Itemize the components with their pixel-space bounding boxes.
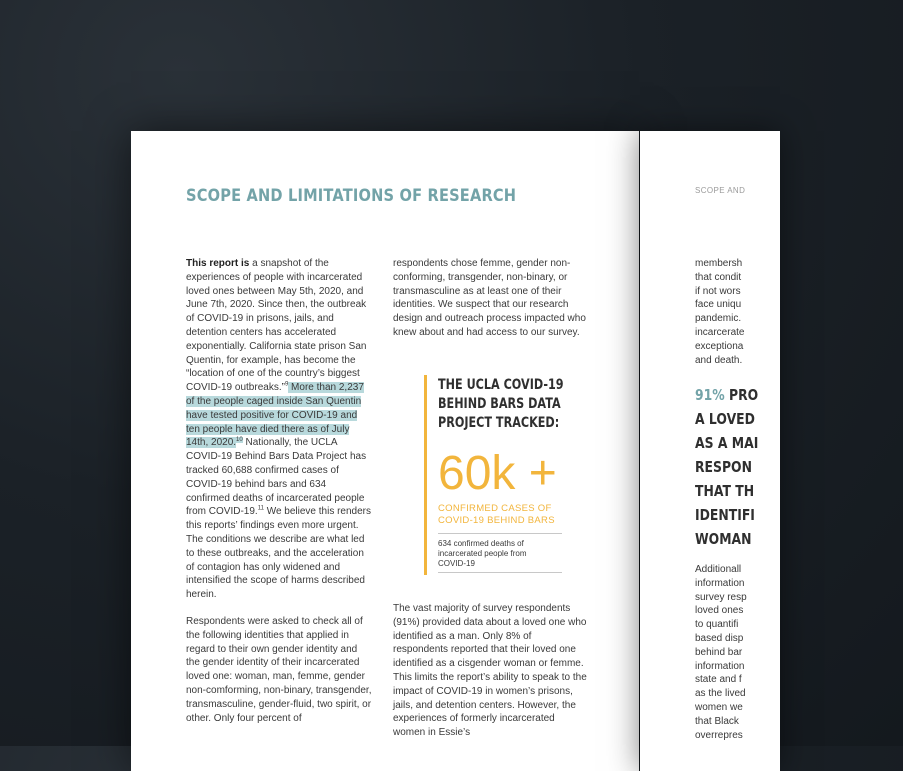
footnote-ref: 11 — [257, 506, 264, 513]
text-line: incarcerate — [695, 326, 745, 338]
callout-big-label: CONFIRMED CASES OF COVID-19 BEHIND BARS — [438, 503, 555, 526]
pull-quote-line: A LOVED — [695, 410, 755, 428]
callout-divider — [438, 572, 562, 573]
stat-callout — [424, 375, 578, 575]
text-line: loved ones — [695, 605, 744, 617]
text-line: survey resp — [695, 591, 747, 603]
callout-big-number: 60k + — [438, 447, 557, 500]
text-line: based disp — [695, 632, 744, 644]
section-title: SCOPE AND LIMITATIONS OF RESEARCH — [186, 186, 517, 206]
footnote-ref: 10 — [236, 437, 243, 444]
text-line: that Black — [695, 715, 739, 727]
text-line: pandemic. — [695, 313, 742, 325]
text-line: behind bar — [695, 646, 743, 658]
text-column-1 — [186, 257, 372, 738]
pull-quote-line: RESPON — [695, 458, 752, 476]
pull-quote-line: THAT TH — [695, 482, 755, 500]
pull-quote-line: IDENTIFI — [695, 506, 755, 524]
text-line: information — [695, 577, 745, 589]
pull-quote-text: PRO — [724, 386, 759, 404]
callout-divider — [438, 533, 562, 534]
paragraph-text: a snapshot of the experiences of people with incarcerated loved ones between May 5th, 2020, and June 7th, 2020. Since then, the outbreak of COVID-19 in prisons, jails, and detention centers has accelerated exponentially. California state prison San Quentin, for example, has become the “location of one of the country’s biggest COVID-19 outbreaks.” — [186, 258, 367, 394]
pull-quote-line: WOMAN — [695, 530, 752, 548]
pull-quote-percent: 91% — [695, 386, 725, 404]
text-line: women we — [695, 701, 743, 713]
paragraph-intro — [186, 257, 372, 602]
text-line: if not wors — [695, 285, 741, 297]
text-column-right — [695, 257, 895, 367]
callout-heading: THE UCLA COVID-19 BEHIND BARS DATA PROJECT TRACKED: — [438, 377, 564, 431]
text-line: state and f — [695, 674, 742, 686]
text-line: Additionall — [695, 564, 742, 575]
callout-note: 634 confirmed deaths of incarcerated people from COVID-19 — [438, 539, 527, 568]
text-line: exceptiona — [695, 340, 744, 352]
text-column-2 — [393, 257, 587, 353]
text-line: face uniqu — [695, 299, 742, 311]
footnote-ref: 9 — [284, 381, 289, 388]
highlighted-text[interactable]: More than 2,237 of the people caged inside San Quentin have tested positive for COVID-19 and ten people have died there as of July 14th, 2020. — [186, 382, 364, 449]
paragraph-identities: Respondents were asked to check all of the following identities that applied in regard to their own gender identity and the gender identity of their incarcerated loved one: woman, man, femme, gender non-comforming, non-binary, transgender, transmasculine, gender-fluid, two spirit, or other. Only four percent of — [186, 615, 372, 724]
paragraph-lead: This report is — [186, 258, 250, 269]
text-line: and death. — [695, 354, 743, 366]
text-line: information — [695, 660, 745, 672]
text-line: overrepres — [695, 729, 743, 741]
text-line: membersh — [695, 258, 743, 269]
text-line: that condit — [695, 271, 742, 283]
running-header: SCOPE AND — [695, 186, 746, 195]
report-page-left — [131, 131, 639, 771]
paragraph-respondents: respondents chose femme, gender non-conforming, transgender, non-binary, or transmasculine as at least one of their identities. We suspect that our research design and outreach process impacted who knew about and had access to our survey. — [393, 258, 586, 338]
report-page-right — [640, 131, 780, 771]
paragraph-text: Nationally, the UCLA COVID-19 Behind Bars Data Project has tracked 60,688 confirmed cases of COVID-19 behind bars and 634 confirmed deaths of incarcerated people from COVID-19. — [186, 437, 367, 518]
pull-quote — [695, 383, 903, 551]
text-column-right-lower — [695, 563, 895, 742]
text-line: as the lived — [695, 688, 746, 700]
pull-quote-line — [695, 383, 903, 407]
paragraph-majority: The vast majority of survey respondents (91%) provided data about a loved one who identified as a man. Only 8% of respondents reported that their loved one identified as a cisgender woman or femme. This limits the report’s ability to speak to the impact of COVID-19 in women’s prisons, jails, and detention centers. However, the experiences of formerly incarcerated women in Essie’s — [393, 603, 587, 739]
text-line: to quantifi — [695, 619, 739, 631]
paragraph-text: We believe this renders this reports’ findings even more urgent. The conditions we describe are what led to these outbreaks, and the acceleration of contagion has only widened and intensified the scope of harms described herein. — [186, 506, 372, 601]
text-column-2-lower — [393, 602, 587, 753]
pull-quote-line: AS A MAI — [695, 434, 759, 452]
